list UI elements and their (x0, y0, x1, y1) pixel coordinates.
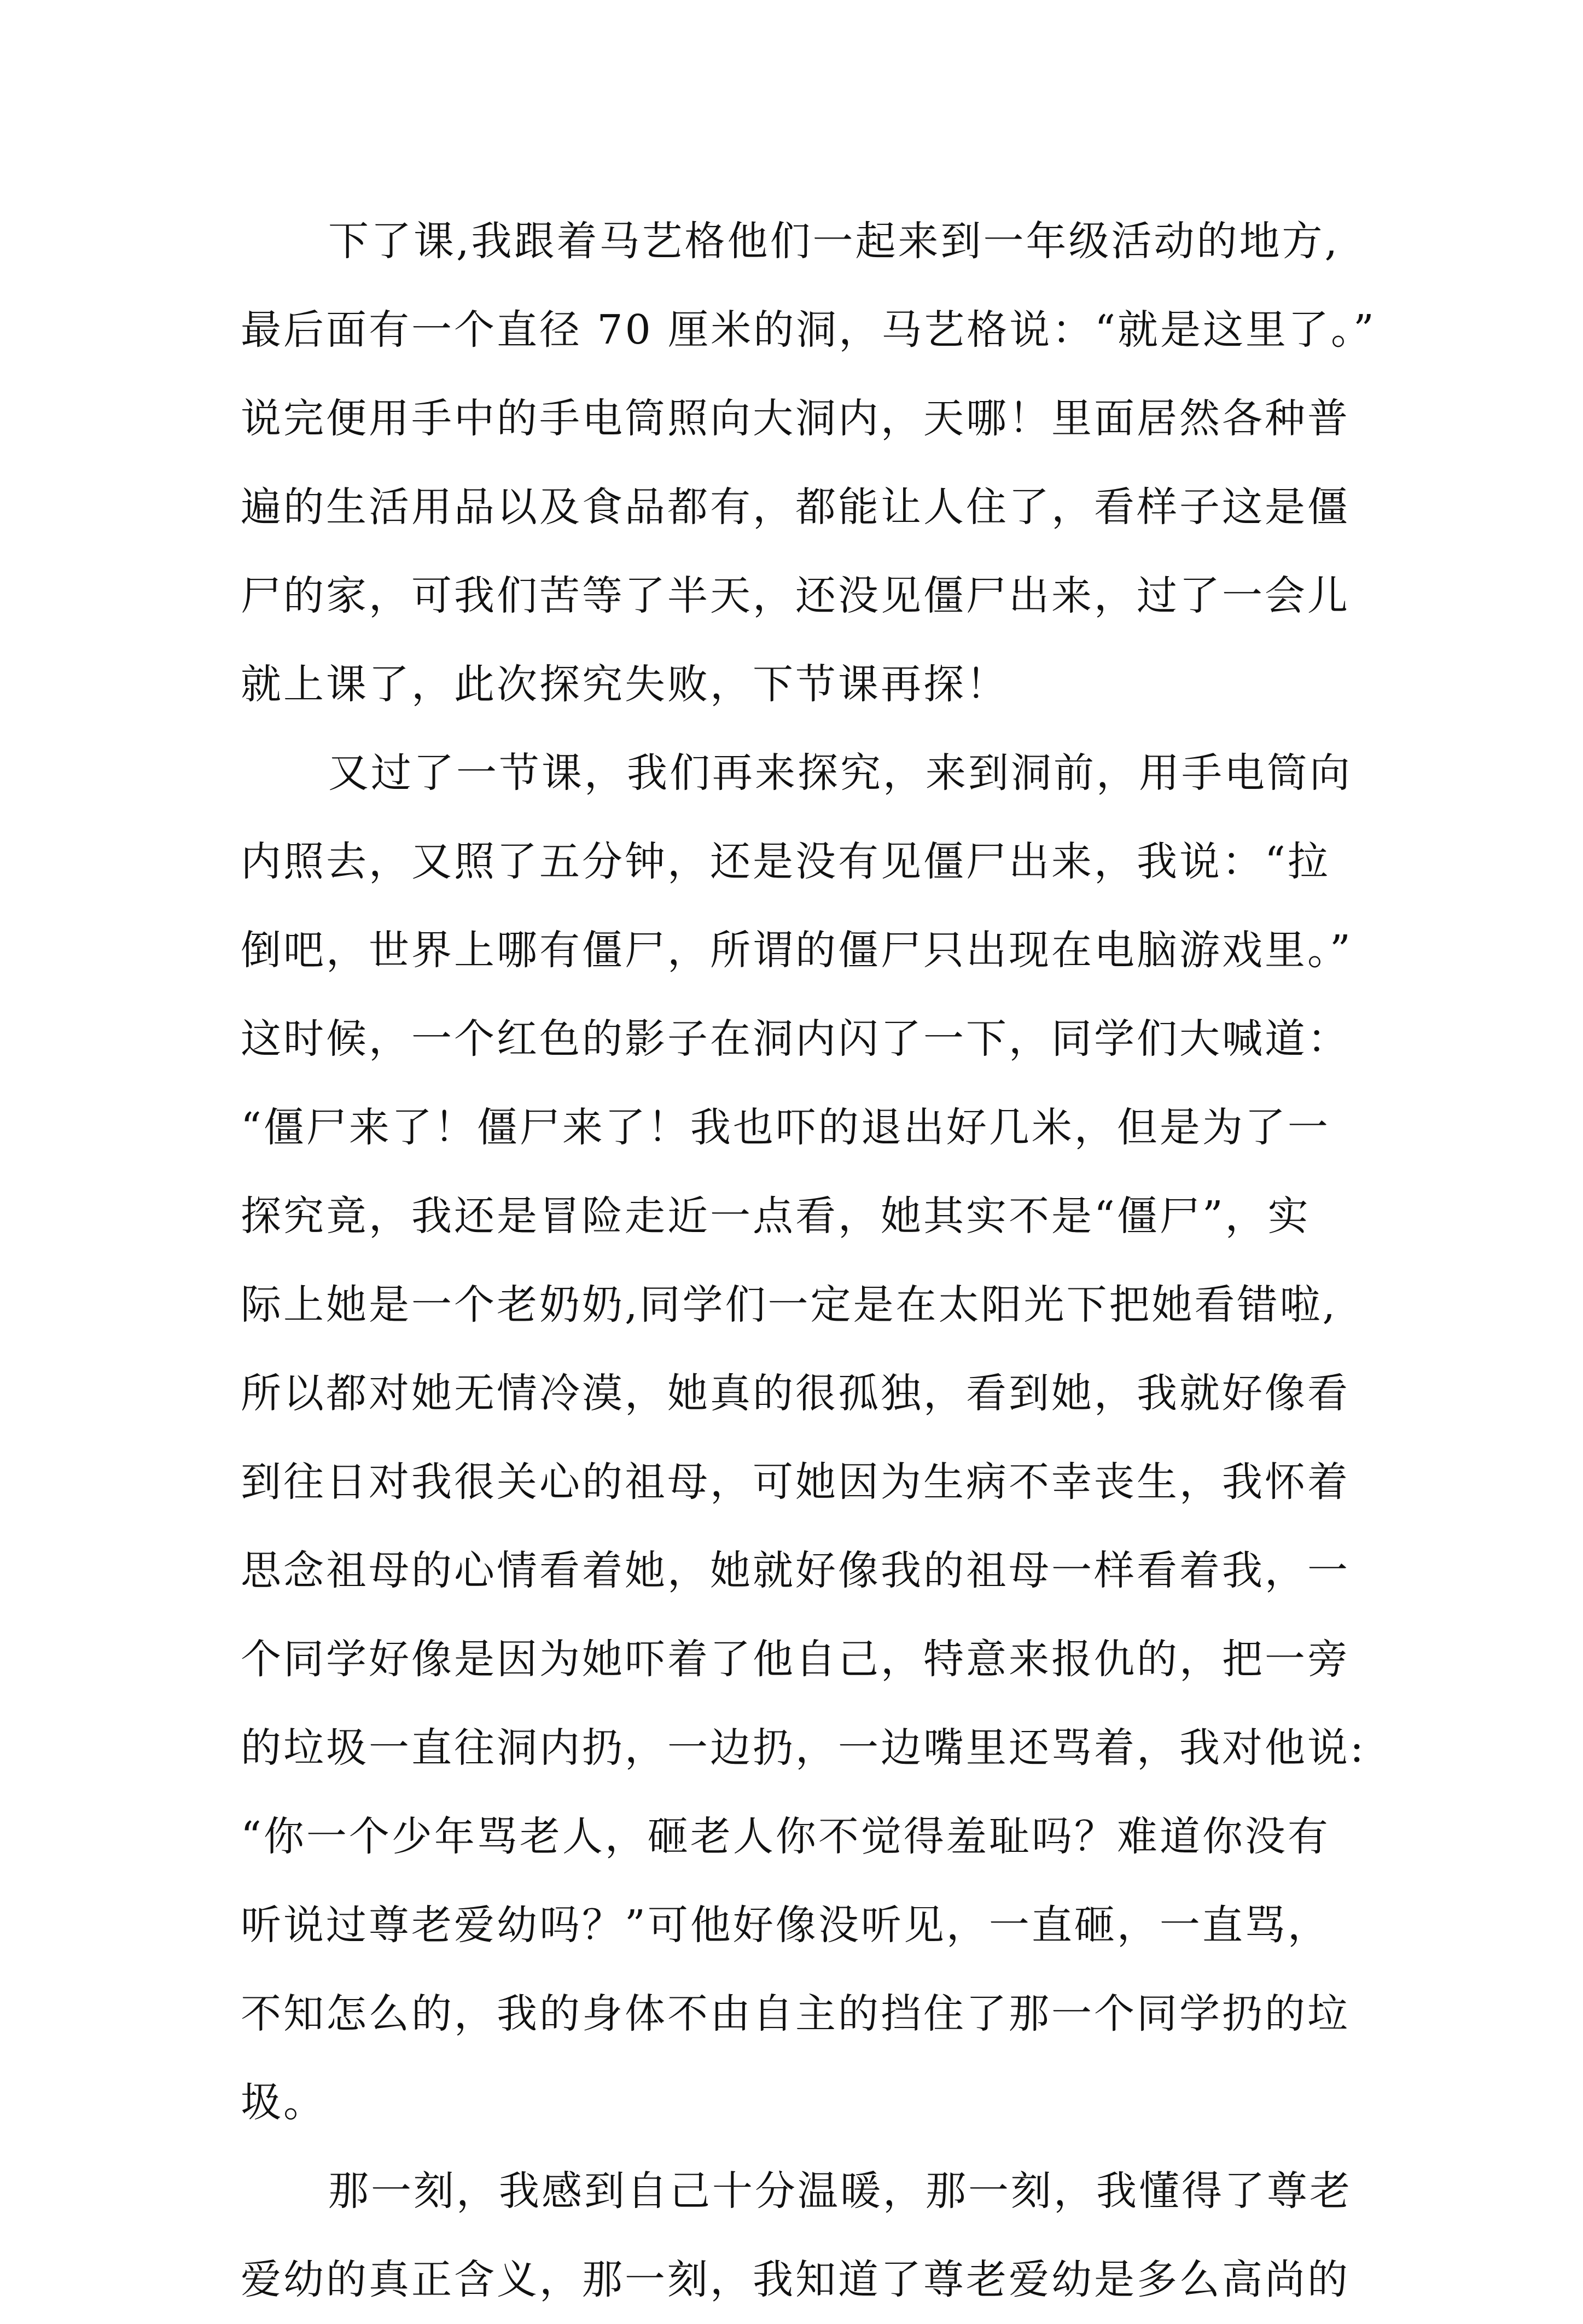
text-line: 这时候，一个红色的影子在洞内闪了一下，同学们大喊道： (241, 1015, 1350, 1062)
text-line: 遍的生活用品以及食品都有，都能让人住了，看样子这是僵 (241, 484, 1350, 531)
text-line: 思念祖母的心情看着她，她就好像我的祖母一样看着我，一 (241, 1547, 1350, 1594)
text-line: “僵尸来了！僵尸来了！我也吓的退出好几米，但是为了一 (241, 1104, 1330, 1151)
essay-body (241, 197, 1376, 2324)
paragraph-2 (241, 729, 1366, 2147)
text-line: 内照去，又照了五分钟，还是没有见僵尸出来，我说：“拉 (241, 838, 1330, 885)
text-line: 所以都对她无情冷漠，她真的很孤独，看到她，我就好像看 (241, 1370, 1350, 1417)
paragraph-3 (241, 2147, 1357, 2324)
text-line: 不知怎么的，我的身体不由自主的挡住了那一个同学扔的垃 (241, 1990, 1350, 2037)
text-line: 就上课了，此次探究失败，下节课再探！ (241, 661, 1009, 708)
text-line: 倒吧，世界上哪有僵尸，所谓的僵尸只出现在电脑游戏里。” (241, 927, 1353, 974)
text-line: 探究竟，我还是冒险走近一点看，她其实不是“僵尸”，实 (241, 1193, 1311, 1240)
text-line: 爱幼的真正含义，那一刻，我知道了尊老爱幼是多么高尚的 (241, 2256, 1350, 2303)
text-line: 又过了一节课，我们再来探究，来到洞前，用手电筒向 (328, 750, 1352, 797)
text-line: 最后面有一个直径 70 厘米的洞，马艺格说：“就是这里了。” (241, 306, 1376, 353)
text-line: 到往日对我很关心的祖母，可她因为生病不幸丧生，我怀着 (241, 1459, 1350, 1506)
text-line: 的垃圾一直往洞内扔，一边扔，一边嘴里还骂着，我对他说: (241, 1724, 1366, 1771)
text-line: 圾。 (241, 2079, 326, 2126)
text-line: 那一刻，我感到自己十分温暖，那一刻，我懂得了尊老 (328, 2168, 1352, 2215)
text-line: 听说过尊老爱幼吗？”可他好像没听见，一直砸，一直骂， (241, 1902, 1330, 1949)
text-line: 个同学好像是因为她吓着了他自己，特意来报仇的，把一旁 (241, 1636, 1350, 1683)
text-line: 下了课,我跟着马艺格他们一起来到一年级活动的地方, (328, 218, 1340, 265)
paragraph-1 (241, 197, 1376, 729)
text-line: 际上她是一个老奶奶,同学们一定是在太阳光下把她看错啦, (241, 1281, 1338, 1328)
text-line: “你一个少年骂老人，砸老人你不觉得羞耻吗？难道你没有 (241, 1813, 1330, 1860)
text-line: 尸的家，可我们苦等了半天，还没见僵尸出来，过了一会儿 (241, 572, 1350, 619)
text-line: 说完便用手中的手电筒照向大洞内，天哪！里面居然各种普 (241, 395, 1350, 442)
